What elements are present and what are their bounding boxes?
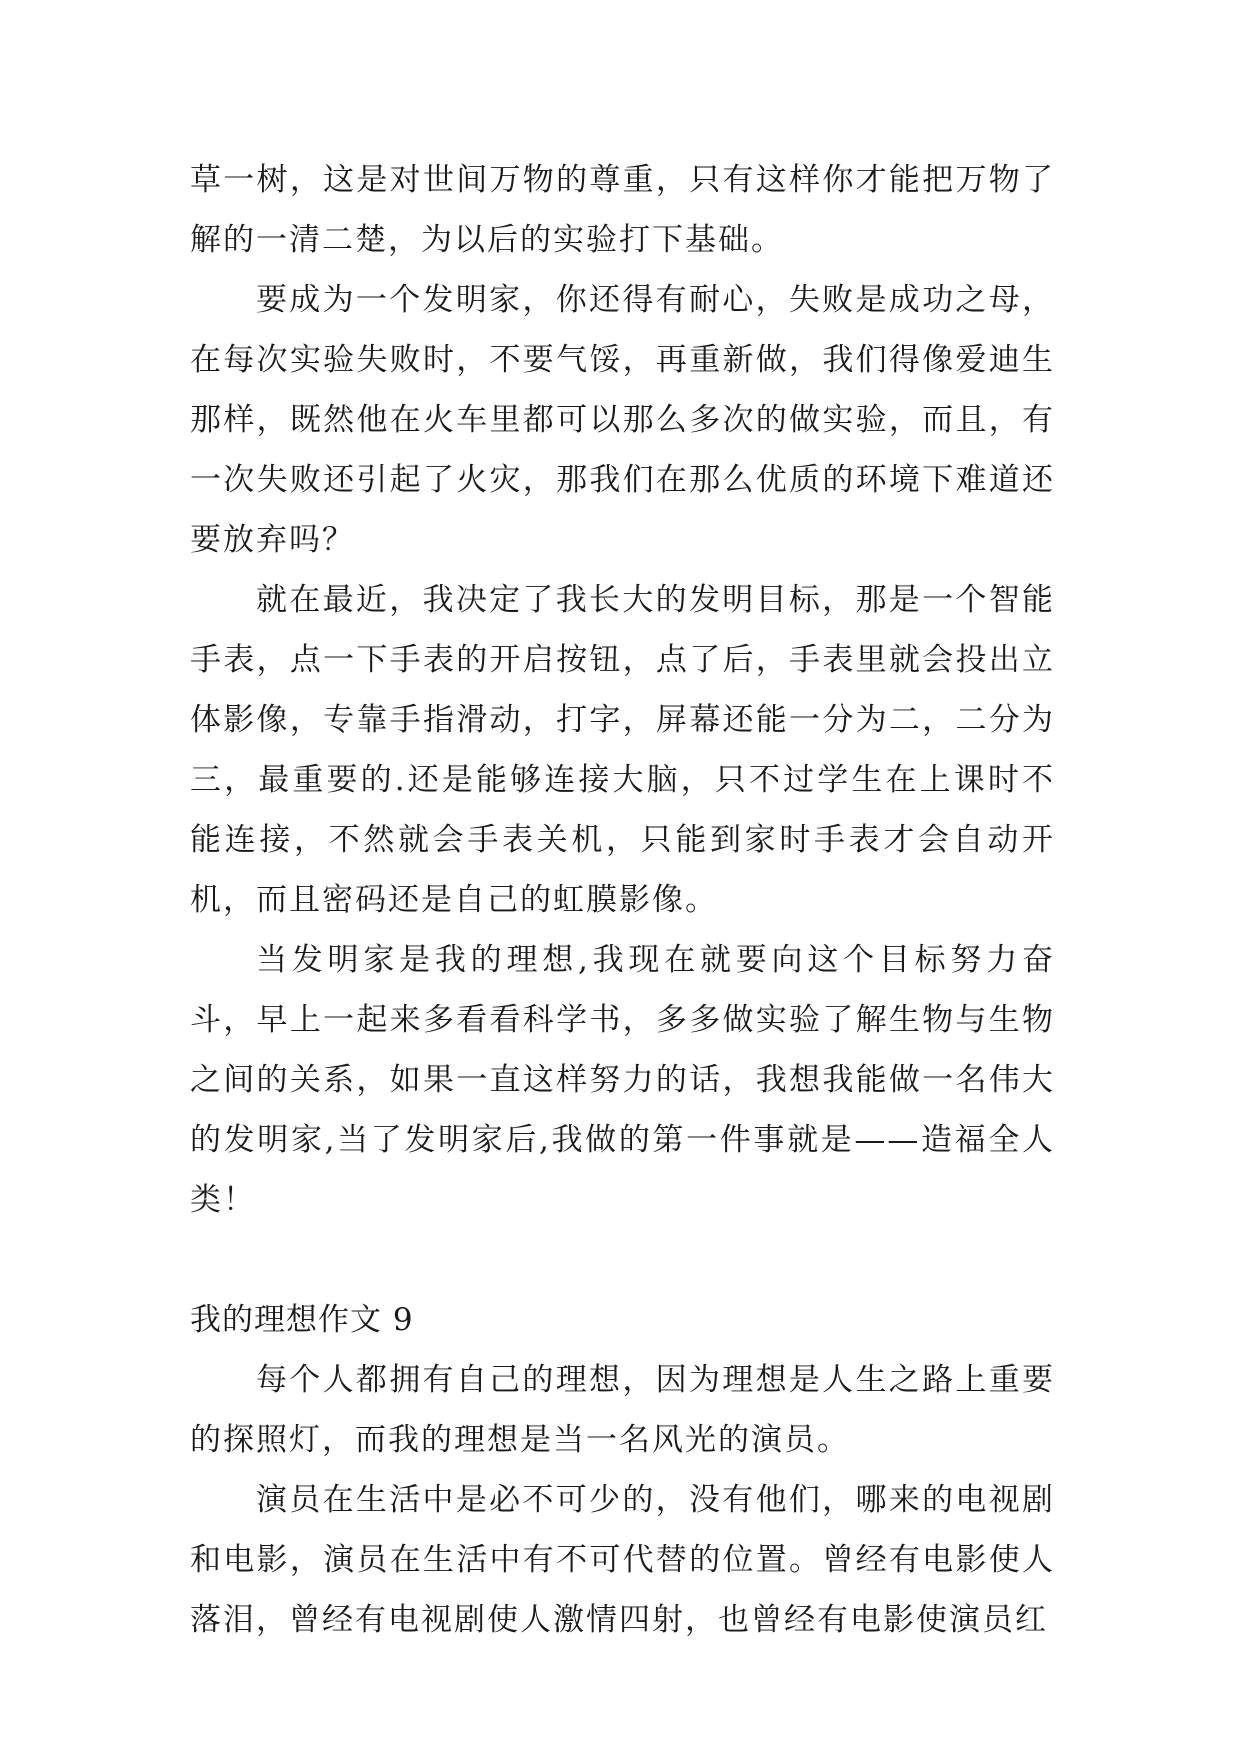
paragraph: 草一树，这是对世间万物的尊重，只有这样你才能把万物了解的一清二楚，为以后的实验打下基础。: [190, 162, 1055, 258]
paragraph: 当发明家是我的理想,我现在就要向这个目标努力奋斗，早上一起来多看看科学书，多多做实验了解生物与生物之间的关系，如果一直这样努力的话，我想我能做一名伟大的发明家,当了发明家后,我做的第一件事就是——造福全人类！: [190, 942, 1055, 1218]
paragraph: 就在最近，我决定了我长大的发明目标，那是一个智能手表，点一下手表的开启按钮，点了后，手表里就会投出立体影像，专靠手指滑动，打字，屏幕还能一分为二，二分为三，最重要的.还是能够连接大脑，只不过学生在上课时不能连接，不然就会手表关机，只能到家时手表才会自动开机，而且密码还是自己的虹膜影像。: [190, 582, 1055, 918]
document-page: [190, 150, 1055, 1650]
paragraph: 演员在生活中是必不可少的，没有他们，哪来的电视剧和电影，演员在生活中有不可代替的位置。曾经有电影使人落泪，曾经有电视剧使人激情四射，也曾经有电影使演员红: [190, 1482, 1055, 1638]
section-title: 我的理想作文 9: [190, 1302, 414, 1338]
paragraph: 每个人都拥有自己的理想，因为理想是人生之路上重要的探照灯，而我的理想是当一名风光的演员。: [190, 1362, 1055, 1458]
paragraph: 要成为一个发明家，你还得有耐心，失败是成功之母，在每次实验失败时，不要气馁，再重新做，我们得像爱迪生那样，既然他在火车里都可以那么多次的做实验，而且，有一次失败还引起了火灾，那我们在那么优质的环境下难道还要放弃吗？: [190, 282, 1055, 558]
